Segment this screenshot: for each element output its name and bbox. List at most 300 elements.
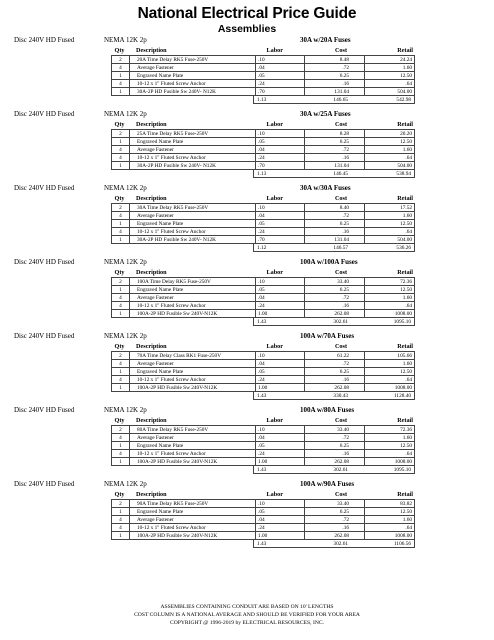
cell-labor: .05 <box>258 443 265 449</box>
section-rating: 100A w/80A Fuses <box>300 406 355 414</box>
cell-description: 10-12 x 1" Fluted Screw Anchor <box>137 303 206 309</box>
cell-qty: 1 <box>119 139 122 145</box>
cell-labor: .10 <box>258 353 265 359</box>
cell-qty: 1 <box>119 443 122 449</box>
table-row <box>112 293 414 301</box>
table-row <box>112 129 414 137</box>
cell-labor: .04 <box>258 361 265 367</box>
cell-description: 30A-2P HD Fusible Sw 240V- N12K <box>137 237 216 243</box>
section-header <box>0 35 494 46</box>
column-divider <box>304 129 305 169</box>
cell-retail: 1008.00 <box>394 311 412 317</box>
assembly-section <box>0 257 494 331</box>
total-cost: 302.61 <box>333 467 348 473</box>
cell-description: 30A-2P HD Fusible Sw 240V- N12K <box>137 89 216 95</box>
total-cost: 146.45 <box>333 171 348 177</box>
total-labor: 1.12 <box>257 245 267 251</box>
total-row <box>111 540 481 548</box>
column-divider <box>129 351 130 391</box>
section-nema: NEMA 12K 2p <box>104 332 147 340</box>
cell-description: 80A Time Delay RK5 Fuse-250V <box>137 427 209 433</box>
col-retail-header: Retail <box>397 417 413 424</box>
cell-cost: 6.25 <box>339 369 349 375</box>
cell-labor: .24 <box>258 155 265 161</box>
table-row <box>112 507 414 515</box>
total-row <box>111 170 481 178</box>
section-nema: NEMA 12K 2p <box>104 36 147 44</box>
cell-description: 10-12 x 1" Fluted Screw Anchor <box>137 81 206 87</box>
column-divider <box>255 351 256 391</box>
cell-cost: .16 <box>342 155 349 161</box>
section-nema: NEMA 12K 2p <box>104 406 147 414</box>
cell-cost: 61.22 <box>337 353 349 359</box>
cell-labor: .05 <box>258 221 265 227</box>
col-description-header: Description <box>136 269 167 276</box>
total-cost: 302.61 <box>333 541 348 547</box>
column-header-row <box>111 120 481 129</box>
footer-line: COPYRIGHT @ 1996-2019 by ELECTRICAL RESOURCES, INC. <box>169 620 324 626</box>
assembly-table <box>111 120 481 178</box>
col-labor-header: Labor <box>266 491 283 498</box>
cell-cost: .16 <box>342 525 349 531</box>
cell-labor: .10 <box>258 501 265 507</box>
item-rows <box>111 55 415 96</box>
assembly-table <box>111 268 481 326</box>
total-row <box>111 466 481 474</box>
cell-retail: 1008.00 <box>394 459 412 465</box>
table-row <box>112 301 414 309</box>
cell-retail: 1008.00 <box>394 385 412 391</box>
cell-cost: .16 <box>342 451 349 457</box>
section-header <box>0 331 494 342</box>
cell-qty: 4 <box>119 65 122 71</box>
assembly-table <box>111 46 481 104</box>
cell-labor: .24 <box>258 303 265 309</box>
col-cost-header: Cost <box>334 417 347 424</box>
column-divider <box>304 499 305 539</box>
cell-cost: .72 <box>342 65 349 71</box>
cell-description: 100A-2P HD Fusible Sw 240V-N12K <box>137 459 218 465</box>
cell-labor: .04 <box>258 517 265 523</box>
table-row <box>112 383 414 391</box>
column-divider <box>255 499 256 539</box>
column-divider <box>364 277 365 317</box>
cell-description: 10-12 x 1" Fluted Screw Anchor <box>137 155 206 161</box>
total-retail: 542.98 <box>396 97 411 103</box>
cell-description: 20A Time Delay RK5 Fuse-250V <box>137 57 209 63</box>
col-labor-header: Labor <box>266 121 283 128</box>
total-retail: 1095.10 <box>393 319 411 325</box>
cell-retail: 20.20 <box>400 131 412 137</box>
table-row <box>112 161 414 169</box>
cell-labor: .04 <box>258 435 265 441</box>
column-divider <box>304 425 305 465</box>
column-divider <box>364 351 365 391</box>
total-retail: 536.26 <box>396 245 411 251</box>
col-labor-header: Labor <box>266 47 283 54</box>
cell-cost: 33.40 <box>337 501 349 507</box>
assembly-section <box>0 331 494 405</box>
cell-labor: .05 <box>258 509 265 515</box>
cell-labor: .70 <box>258 89 265 95</box>
column-divider <box>129 129 130 169</box>
section-breaker: Disc 240V HD Fused <box>14 258 75 266</box>
cell-labor: .70 <box>258 237 265 243</box>
cell-description: 100A-2P HD Fusible Sw 240V-N12K <box>137 385 218 391</box>
cell-labor: .05 <box>258 73 265 79</box>
section-breaker: Disc 240V HD Fused <box>14 110 75 118</box>
column-divider <box>255 129 256 169</box>
column-divider <box>255 277 256 317</box>
table-row <box>112 531 414 539</box>
cell-qty: 4 <box>119 147 122 153</box>
table-row <box>112 219 414 227</box>
section-rating: 100A w/70A Fuses <box>300 332 355 340</box>
column-header-row <box>111 46 481 55</box>
cell-description: 10-12 x 1" Fluted Screw Anchor <box>137 451 206 457</box>
cell-labor: .04 <box>258 213 265 219</box>
cell-description: Engraved Name Plate <box>137 287 184 293</box>
cell-retail: 12.50 <box>400 73 412 79</box>
column-divider <box>129 277 130 317</box>
cell-labor: .24 <box>258 81 265 87</box>
assembly-section <box>0 109 494 183</box>
column-divider <box>364 499 365 539</box>
cell-qty: 1 <box>119 237 122 243</box>
table-row <box>112 367 414 375</box>
cell-qty: 2 <box>119 57 122 63</box>
table-row <box>112 457 414 465</box>
cell-description: 10-12 x 1" Fluted Screw Anchor <box>137 525 206 531</box>
total-retail: 1106.56 <box>393 541 411 547</box>
cell-qty: 4 <box>119 303 122 309</box>
cell-retail: .64 <box>405 525 412 531</box>
column-header-row <box>111 194 481 203</box>
assembly-table <box>111 490 481 548</box>
col-qty-header: Qty <box>114 121 125 128</box>
total-labor: 1.43 <box>257 541 267 547</box>
cell-retail: .64 <box>405 451 412 457</box>
col-qty-header: Qty <box>114 47 125 54</box>
section-breaker: Disc 240V HD Fused <box>14 332 75 340</box>
table-row <box>112 55 414 63</box>
footer <box>0 603 494 627</box>
cell-labor: .10 <box>258 279 265 285</box>
cell-retail: 12.50 <box>400 287 412 293</box>
table-row <box>112 137 414 145</box>
column-header-row <box>111 416 481 425</box>
total-row <box>111 318 481 326</box>
item-rows <box>111 425 415 466</box>
cell-retail: 1.60 <box>402 147 412 153</box>
assembly-table <box>111 416 481 474</box>
col-retail-header: Retail <box>397 343 413 350</box>
cell-cost: 131.04 <box>334 237 349 243</box>
section-rating: 30A w/30A Fuses <box>300 184 351 192</box>
cell-description: Average Fastener <box>137 361 174 367</box>
table-row <box>112 523 414 531</box>
cell-labor: .04 <box>258 147 265 153</box>
cell-cost: 6.25 <box>339 73 349 79</box>
cell-cost: 262.08 <box>334 533 349 539</box>
col-cost-header: Cost <box>334 195 347 202</box>
cell-qty: 1 <box>119 369 122 375</box>
footer-line: ASSEMBLIES CONTAINING CONDUIT ARE BASED ON 10' LENGTHS <box>160 604 334 610</box>
cell-cost: .72 <box>342 213 349 219</box>
total-cost: 302.61 <box>333 319 348 325</box>
total-row <box>111 392 481 400</box>
cell-cost: .72 <box>342 147 349 153</box>
cell-qty: 4 <box>119 81 122 87</box>
cell-cost: 262.08 <box>334 459 349 465</box>
cell-labor: .10 <box>258 131 265 137</box>
total-cost: 146.57 <box>333 245 348 251</box>
section-nema: NEMA 12K 2p <box>104 110 147 118</box>
col-description-header: Description <box>136 121 167 128</box>
cell-description: Average Fastener <box>137 213 174 219</box>
assembly-section <box>0 183 494 257</box>
cell-cost: 262.08 <box>334 311 349 317</box>
total-retail: 1095.10 <box>393 467 411 473</box>
table-row <box>112 499 414 507</box>
col-qty-header: Qty <box>114 269 125 276</box>
cell-cost: 262.08 <box>334 385 349 391</box>
cell-retail: 1.60 <box>402 517 412 523</box>
cell-retail: 24.24 <box>400 57 412 63</box>
section-header <box>0 405 494 416</box>
col-qty-header: Qty <box>114 491 125 498</box>
cell-description: Engraved Name Plate <box>137 443 184 449</box>
cell-qty: 4 <box>119 377 122 383</box>
assembly-sections <box>0 35 494 553</box>
cell-retail: 504.00 <box>397 237 412 243</box>
cell-description: Average Fastener <box>137 65 174 71</box>
table-row <box>112 359 414 367</box>
cell-retail: 72.36 <box>400 427 412 433</box>
cell-description: 30A-2P HD Fusible Sw 240V- N12K <box>137 163 216 169</box>
column-divider <box>364 129 365 169</box>
cell-description: Engraved Name Plate <box>137 369 184 375</box>
cell-cost: 8.28 <box>339 131 349 137</box>
cell-qty: 1 <box>119 73 122 79</box>
cell-retail: 83.82 <box>400 501 412 507</box>
cell-description: Average Fastener <box>137 295 174 301</box>
cell-description: 10-12 x 1" Fluted Screw Anchor <box>137 377 206 383</box>
cell-labor: 1.00 <box>258 459 268 465</box>
col-retail-header: Retail <box>397 269 413 276</box>
cell-description: 10-12 x 1" Fluted Screw Anchor <box>137 229 206 235</box>
table-row <box>112 227 414 235</box>
col-labor-header: Labor <box>266 343 283 350</box>
cell-description: Average Fastener <box>137 147 174 153</box>
cell-labor: .24 <box>258 229 265 235</box>
column-divider <box>255 203 256 243</box>
cell-qty: 4 <box>119 517 122 523</box>
cell-description: 70A Time Delay Class RK1 Fuse-250V <box>137 353 222 359</box>
col-labor-header: Labor <box>266 195 283 202</box>
cell-retail: 17.52 <box>400 205 412 211</box>
cell-qty: 2 <box>119 427 122 433</box>
cell-retail: .64 <box>405 377 412 383</box>
total-labor: 1.13 <box>257 97 267 103</box>
item-rows <box>111 499 415 540</box>
column-divider <box>129 203 130 243</box>
cell-labor: .05 <box>258 287 265 293</box>
section-header <box>0 109 494 120</box>
column-divider <box>304 277 305 317</box>
cell-cost: .72 <box>342 295 349 301</box>
table-row <box>112 515 414 523</box>
cell-qty: 2 <box>119 131 122 137</box>
cell-qty: 4 <box>119 295 122 301</box>
col-description-header: Description <box>136 47 167 54</box>
assembly-table <box>111 342 481 400</box>
cell-labor: .04 <box>258 295 265 301</box>
table-row <box>112 63 414 71</box>
total-labor: 1.43 <box>257 467 267 473</box>
cell-qty: 2 <box>119 501 122 507</box>
col-retail-header: Retail <box>397 121 413 128</box>
item-rows <box>111 277 415 318</box>
table-row <box>112 309 414 317</box>
section-rating: 30A w/25A Fuses <box>300 110 351 118</box>
column-divider <box>364 203 365 243</box>
cell-retail: 105.66 <box>397 353 412 359</box>
cell-retail: 504.00 <box>397 163 412 169</box>
col-description-header: Description <box>136 195 167 202</box>
cell-retail: 1.60 <box>402 435 412 441</box>
column-header-row <box>111 342 481 351</box>
cell-labor: .70 <box>258 163 265 169</box>
col-qty-header: Qty <box>114 195 125 202</box>
cell-cost: 33.40 <box>337 279 349 285</box>
cell-retail: 1.60 <box>402 65 412 71</box>
cell-description: Engraved Name Plate <box>137 73 184 79</box>
total-row <box>111 96 481 104</box>
cell-labor: .10 <box>258 427 265 433</box>
section-rating: 100A w/100A Fuses <box>300 258 358 266</box>
cell-retail: 504.00 <box>397 89 412 95</box>
total-row <box>111 244 481 252</box>
total-retail: 1128.40 <box>393 393 411 399</box>
cell-retail: .64 <box>405 155 412 161</box>
cell-description: 100A-2P HD Fusible Sw 240V-N12K <box>137 533 218 539</box>
cell-retail: .64 <box>405 81 412 87</box>
cell-description: 100A-2P HD Fusible Sw 240V-N12K <box>137 311 218 317</box>
cell-labor: .10 <box>258 57 265 63</box>
col-labor-header: Labor <box>266 417 283 424</box>
table-row <box>112 277 414 285</box>
column-divider <box>129 499 130 539</box>
cell-retail: 1008.00 <box>394 533 412 539</box>
total-retail: 538.94 <box>396 171 411 177</box>
footer-line: COST COLUMN IS A NATIONAL AVERAGE AND SHOULD BE VERIFIED FOR YOUR AREA <box>134 612 360 618</box>
section-nema: NEMA 12K 2p <box>104 184 147 192</box>
column-divider <box>304 55 305 95</box>
cell-qty: 2 <box>119 279 122 285</box>
cell-cost: .16 <box>342 81 349 87</box>
section-breaker: Disc 240V HD Fused <box>14 184 75 192</box>
cell-qty: 1 <box>119 287 122 293</box>
cell-qty: 4 <box>119 155 122 161</box>
cell-retail: .64 <box>405 303 412 309</box>
cell-labor: .24 <box>258 525 265 531</box>
cell-cost: 131.04 <box>334 89 349 95</box>
cell-cost: 6.25 <box>339 443 349 449</box>
assembly-section <box>0 405 494 479</box>
cell-cost: .72 <box>342 361 349 367</box>
page-title: National Electrical Price Guide <box>137 5 357 22</box>
cell-cost: .72 <box>342 435 349 441</box>
cell-qty: 1 <box>119 221 122 227</box>
column-divider <box>304 351 305 391</box>
cell-qty: 2 <box>119 205 122 211</box>
cell-qty: 4 <box>119 525 122 531</box>
cell-cost: 8.48 <box>339 57 349 63</box>
cell-labor: .10 <box>258 205 265 211</box>
cell-description: 100A Time Delay RK5 Fuse-250V <box>137 279 211 285</box>
total-cost: 330.43 <box>333 393 348 399</box>
page-subtitle: Assemblies <box>217 23 277 35</box>
table-row <box>112 285 414 293</box>
cell-cost: .16 <box>342 229 349 235</box>
cell-qty: 1 <box>119 533 122 539</box>
cell-description: 90A Time Delay RK5 Fuse-250V <box>137 501 209 507</box>
col-retail-header: Retail <box>397 47 413 54</box>
cell-retail: 1.60 <box>402 213 412 219</box>
total-cost: 146.65 <box>333 97 348 103</box>
col-description-header: Description <box>136 491 167 498</box>
cell-labor: 1.00 <box>258 311 268 317</box>
cell-qty: 4 <box>119 361 122 367</box>
cell-description: 25A Time Delay RK5 Fuse-250V <box>137 131 209 137</box>
cell-qty: 4 <box>119 435 122 441</box>
cell-qty: 1 <box>119 311 122 317</box>
section-breaker: Disc 240V HD Fused <box>14 406 75 414</box>
table-row <box>112 79 414 87</box>
assembly-table <box>111 194 481 252</box>
assembly-section <box>0 479 494 553</box>
cell-qty: 1 <box>119 163 122 169</box>
cell-retail: 72.36 <box>400 279 412 285</box>
cell-cost: 6.25 <box>339 287 349 293</box>
table-row <box>112 145 414 153</box>
col-description-header: Description <box>136 417 167 424</box>
item-rows <box>111 351 415 392</box>
cell-retail: 12.50 <box>400 509 412 515</box>
column-header-row <box>111 490 481 499</box>
cell-cost: .16 <box>342 303 349 309</box>
cell-retail: 1.60 <box>402 295 412 301</box>
cell-qty: 4 <box>119 229 122 235</box>
table-row <box>112 87 414 95</box>
cell-qty: 1 <box>119 459 122 465</box>
cell-qty: 1 <box>119 509 122 515</box>
section-header <box>0 183 494 194</box>
col-cost-header: Cost <box>334 491 347 498</box>
column-divider <box>255 425 256 465</box>
column-divider <box>129 425 130 465</box>
cell-retail: .64 <box>405 229 412 235</box>
col-qty-header: Qty <box>114 417 125 424</box>
section-nema: NEMA 12K 2p <box>104 480 147 488</box>
section-rating: 30A w/20A Fuses <box>300 36 351 44</box>
section-rating: 100A w/90A Fuses <box>300 480 355 488</box>
total-labor: 1.13 <box>257 171 267 177</box>
column-divider <box>364 55 365 95</box>
table-row <box>112 425 414 433</box>
cell-cost: .72 <box>342 517 349 523</box>
